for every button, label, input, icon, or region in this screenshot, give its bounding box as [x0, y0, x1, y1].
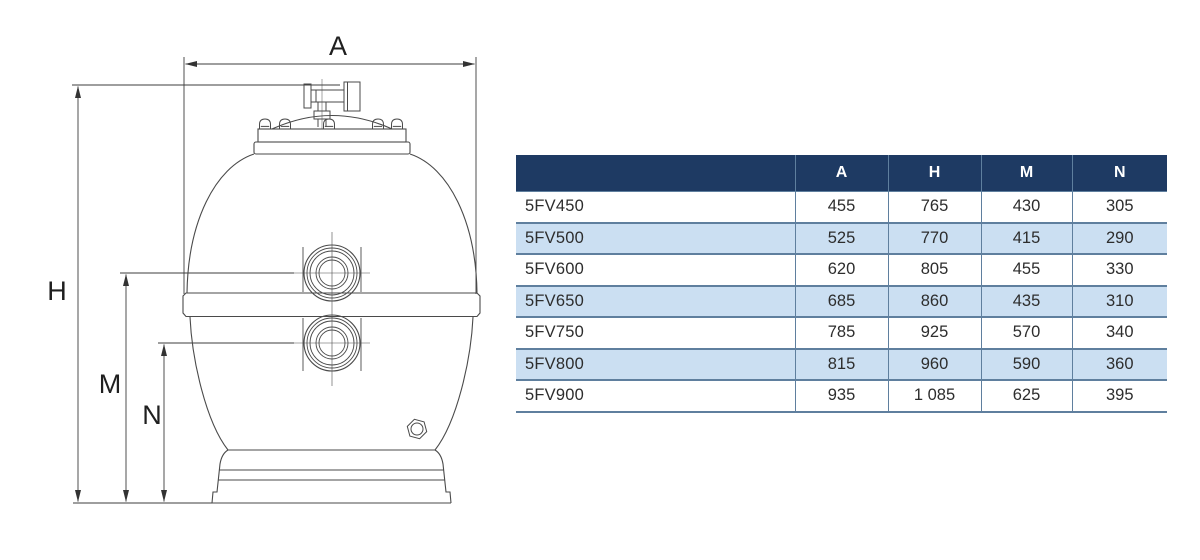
filter-technical-drawing: [0, 0, 510, 560]
dim-label-h: H: [47, 276, 67, 306]
column-header-n: N: [1072, 155, 1167, 191]
dim-m: [120, 273, 294, 502]
model-cell: 5FV650: [525, 291, 584, 310]
lid-bolt: [322, 119, 336, 129]
table-row: [516, 380, 1167, 412]
value-cell-n: 310: [1072, 286, 1167, 318]
value-cell-m: 570: [981, 317, 1072, 349]
dim-label-n: N: [142, 400, 162, 430]
lid-bolt: [258, 119, 272, 129]
column-header-h: H: [888, 155, 981, 191]
column-header-a: A: [795, 155, 888, 191]
value-cell-h: 805: [888, 254, 981, 286]
model-cell: 5FV800: [525, 354, 584, 373]
value-cell-h: 1 085: [888, 380, 981, 412]
pressure-gauge: [304, 79, 360, 129]
base-pedestal: [212, 450, 451, 503]
dim-label-a: A: [328, 31, 348, 61]
value-cell-h: 770: [888, 223, 981, 255]
value-cell-n: 290: [1072, 223, 1167, 255]
dimensions-table: [516, 155, 1167, 413]
model-cell: 5FV600: [525, 260, 584, 279]
table-row: [516, 223, 1167, 255]
model-cell: 5FV500: [525, 228, 584, 247]
value-cell-h: 925: [888, 317, 981, 349]
table-row: [516, 254, 1167, 286]
value-cell-h: 960: [888, 349, 981, 381]
dimension-lines: [72, 57, 476, 503]
value-cell-h: 765: [888, 191, 981, 223]
value-cell-m: 455: [981, 254, 1072, 286]
value-cell-m: 435: [981, 286, 1072, 318]
table-row: [516, 286, 1167, 318]
model-cell: 5FV750: [525, 323, 584, 342]
column-header-model: [516, 155, 795, 191]
value-cell-a: 525: [795, 223, 888, 255]
dim-label-m: M: [98, 369, 122, 399]
value-cell-a: 935: [795, 380, 888, 412]
table-header-row: [516, 155, 1167, 191]
value-cell-h: 860: [888, 286, 981, 318]
model-cell: 5FV450: [525, 197, 584, 215]
column-header-m: M: [981, 155, 1072, 191]
value-cell-n: 305: [1072, 191, 1167, 223]
value-cell-a: 620: [795, 254, 888, 286]
clamp-band: [183, 293, 480, 317]
value-cell-a: 785: [795, 317, 888, 349]
lid-bolt: [390, 119, 404, 129]
value-cell-m: 625: [981, 380, 1072, 412]
value-cell-n: 330: [1072, 254, 1167, 286]
table-row: [516, 349, 1167, 381]
lid-assembly: [254, 116, 410, 155]
table-row: [516, 317, 1167, 349]
model-cell: 5FV900: [525, 386, 584, 405]
dim-n: [158, 343, 294, 502]
value-cell-a: 455: [795, 191, 888, 223]
value-cell-n: 360: [1072, 349, 1167, 381]
value-cell-a: 815: [795, 349, 888, 381]
dim-a: [184, 57, 476, 294]
value-cell-a: 685: [795, 286, 888, 318]
value-cell-n: 340: [1072, 317, 1167, 349]
table-row: [516, 191, 1167, 223]
value-cell-n: 395: [1072, 380, 1167, 412]
drain-plug: [407, 419, 426, 438]
value-cell-m: 415: [981, 223, 1072, 255]
value-cell-m: 430: [981, 191, 1072, 223]
value-cell-m: 590: [981, 349, 1072, 381]
